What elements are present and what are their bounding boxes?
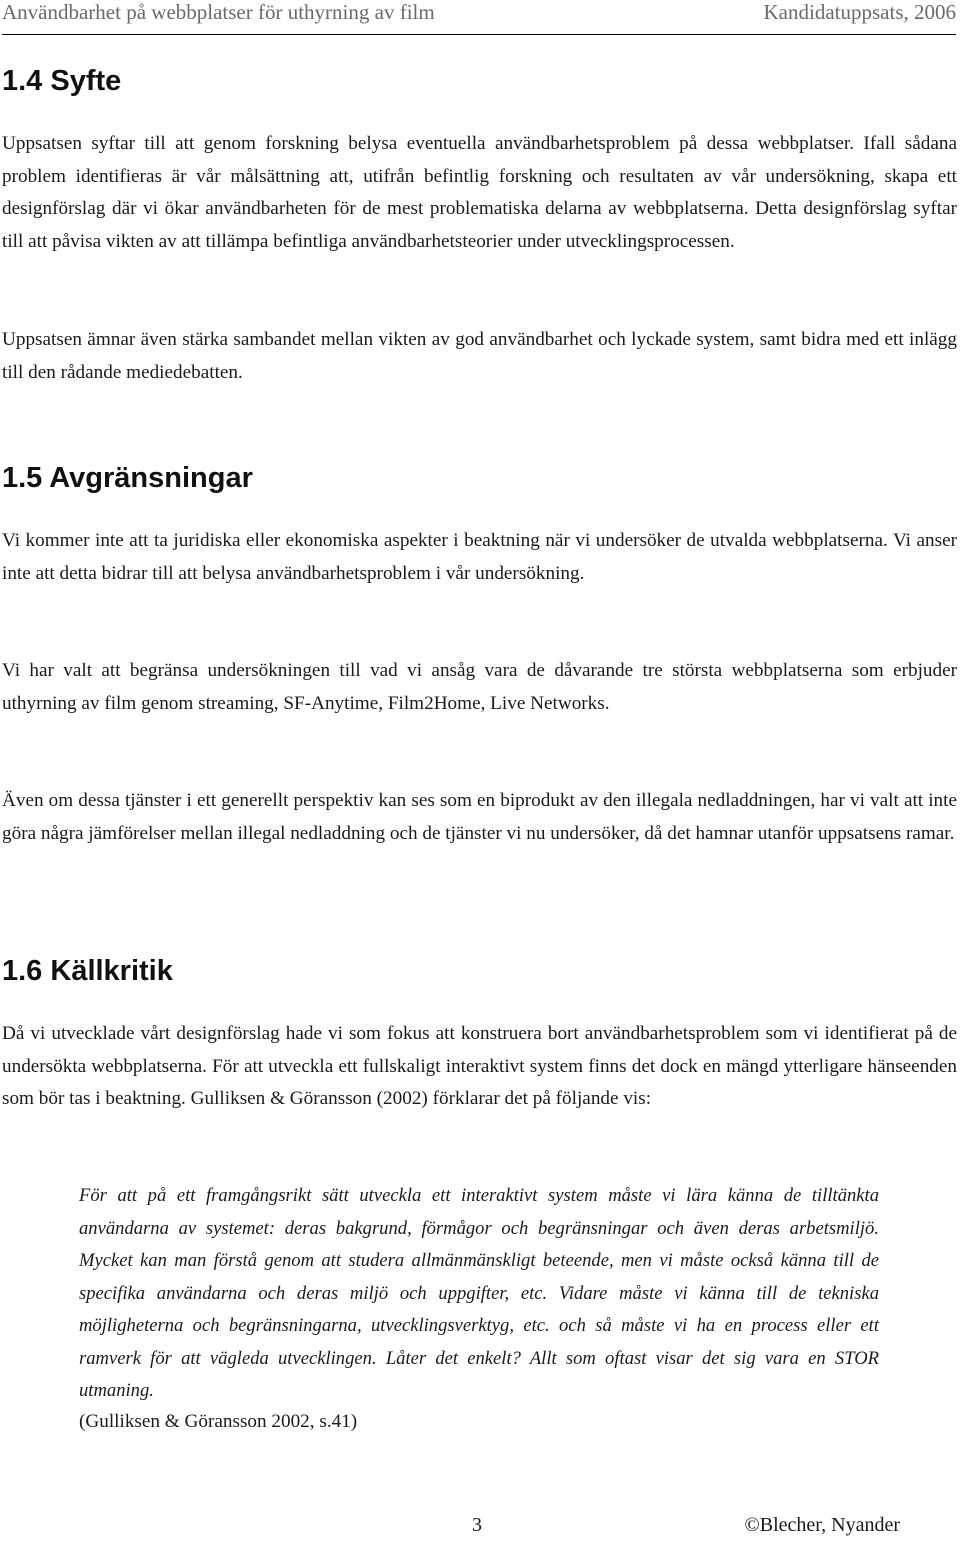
running-header [2, 0, 956, 35]
footer-copyright: ©Blecher, Nyander [744, 1514, 900, 1536]
block-quote: För att på ett framgångsrikt sätt utveckla ett interaktivt system måste vi lära känna de tilltänkta användarna av systemet: deras bakgrund, förmågor och begränsningar och även deras arbetsmiljö. Mycket kan man förstå genom att studera allmänmänskligt beteende, men vi måste också känna till de specifika användarna och deras miljö och uppgifter, etc. Vidare måste vi känna till de tekniska möjligheterna och begränsningarna, utvecklingsverktyg, etc. och så måste vi ha en process eller ett ramverk för att vägleda utvecklingen. Låter det enkelt? Allt som oftast visar det sig vara en STOR utmaning. [79, 1185, 879, 1401]
kallkritik-paragraph-1: Då vi utvecklade vårt designförslag hade vi som fokus att konstruera bort användbarhetsproblem som vi identifierat på de undersökta webbplatserna. För att utveckla ett fullskaligt interaktivt system finns det dock en mängd ytterligare hänseenden som bör tas i beaktning. Gulliksen & Göransson (2002) förklarar det på följande vis: [2, 1023, 957, 1109]
header-title: Användbarhet på webbplatser för uthyrning av film [2, 0, 435, 24]
avgransningar-paragraph-1: Vi kommer inte att ta juridiska eller ekonomiska aspekter i beaktning när vi undersöker de utvalda webbplatserna. Vi anser inte att detta bidrar till att belysa användbarhetsproblem i vår undersökning. [2, 530, 957, 584]
header-document-type: Kandidatuppsats, 2006 [763, 0, 956, 24]
syfte-paragraph-2: Uppsatsen ämnar även stärka sambandet mellan vikten av god användbarhet och lyckade system, samt bidra med ett inlägg till den rådande mediedebatten. [2, 329, 957, 383]
avgransningar-paragraph-2: Vi har valt att begränsa undersökningen till vad vi ansåg vara de dåvarande tre största webbplatserna som erbjuder uthyrning av film genom streaming, SF-Anytime, Film2Home, Live Networks. [2, 660, 957, 714]
section-heading-avgransningar: 1.5 Avgränsningar [2, 462, 253, 494]
section-heading-kallkritik: 1.6 Källkritik [2, 955, 173, 987]
page-number: 3 [472, 1514, 482, 1536]
quote-citation: (Gulliksen & Göransson 2002, s.41) [79, 1411, 358, 1432]
syfte-paragraph-1: Uppsatsen syftar till att genom forskning belysa eventuella användbarhetsproblem på dessa webbplatser. Ifall sådana problem identifieras är vår målsättning att, utifrån befintlig forskning och resultaten av vår undersökning, skapa ett designförslag där vi ökar användbarheten för de mest problematiska delarna av webbplatserna. Detta designförslag syftar till att påvisa vikten av att tillämpa befintliga användbarhetsteorier under utvecklingsprocessen. [2, 133, 957, 252]
avgransningar-paragraph-3: Även om dessa tjänster i ett generellt perspektiv kan ses som en biprodukt av den illegala nedladdningen, har vi valt att inte göra några jämförelser mellan illegal nedladdning och de tjänster vi nu undersöker, då det hamnar utanför uppsatsens ramar. [2, 790, 957, 844]
section-heading-syfte: 1.4 Syfte [2, 65, 122, 97]
